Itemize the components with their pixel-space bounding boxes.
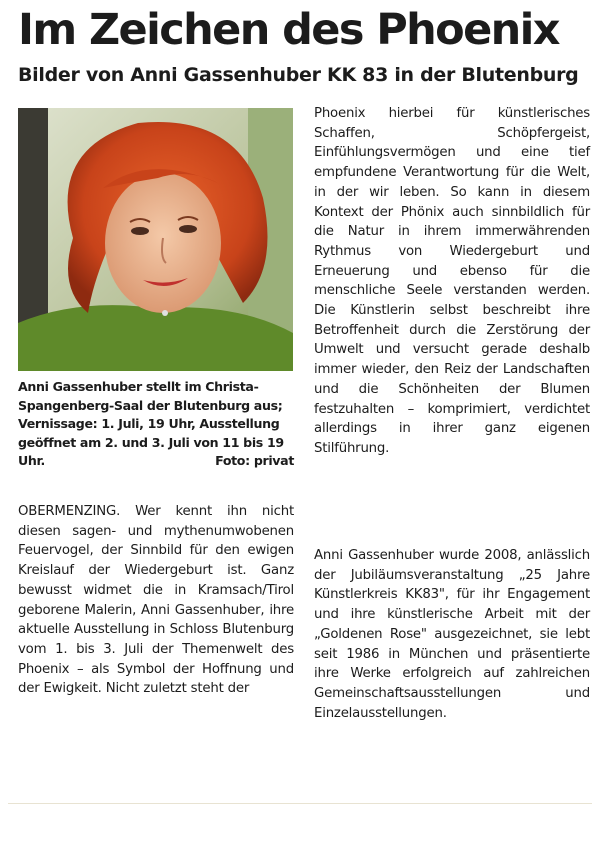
headline: Im Zeichen des Phoenix — [18, 5, 559, 55]
caption-text: Anni Gassenhuber stellt im Christa-Spangenberg-Saal der Blutenburg aus; Vernissage: 1. Juli, 19 Uhr, Ausstellung geöffnet am 2. und 3. Juli von 11 bis 19 Uhr. — [18, 379, 284, 468]
photo-caption — [18, 378, 294, 471]
body-column-left: OBERMENZING. Wer kennt ihn nicht diesen sagen- und mythenumwobenen Feuervogel, der Sinnbild für den ewigen Kreislauf der Wiedergeburt ist. Ganz bewusst widmet die in Kramsach/Tirol geborene Malerin, Anni Gassenhuber, ihre aktuelle Ausstellung in Schloss Blutenburg vom 1. bis 3. Juli der Themenwelt des Phoenix – als Symbol der Hoffnung und der Ewigkeit. Nicht zuletzt steht der — [18, 504, 294, 697]
photo-credit: Foto: privat — [215, 453, 294, 468]
body-column-right-paragraph-2: Anni Gassenhuber wurde 2008, anlässlich der Jubiläumsveranstaltung „25 Jahre Künstlerkreis KK83", für ihr Engagement und ihre künstlerische Arbeit mit der „Goldenen Rose" ausgezeichnet, sie lebt seit 1986 in München und präsentierte ihre Werke erfolgreich auf zahlreichen Gemeinschaftsausstellungen und Einzelausstellungen. — [314, 548, 590, 721]
body-column-right-paragraph-1: Phoenix hierbei für künstlerisches Schaffen, Schöpfergeist, Einfühlungsvermögen und eine tief empfundene Verantwortung für die Welt, in der wir leben. So kann in diesem Kontext der Phönix auch sinnbildlich für die Natur in ihrem immerwährenden Rythmus von Wiedergeburt und Erneuerung und ebenso für die menschliche Seele verstanden werden. Die Künstlerin selbst beschreibt ihre Betroffenheit durch die Zerstörung der Umwelt und versucht gerade deshalb immer wieder, den Reiz der Landschaften und die Schönheiten der Blumen festzuhalten – komprimiert, verdichtet allerdings in ihrer ganz eigenen Stilführung. — [314, 106, 590, 456]
subheadline: Bilder von Anni Gassenhuber KK 83 in der Blutenburg — [18, 64, 579, 86]
bottom-divider — [8, 803, 592, 804]
portrait-photo — [18, 108, 293, 371]
